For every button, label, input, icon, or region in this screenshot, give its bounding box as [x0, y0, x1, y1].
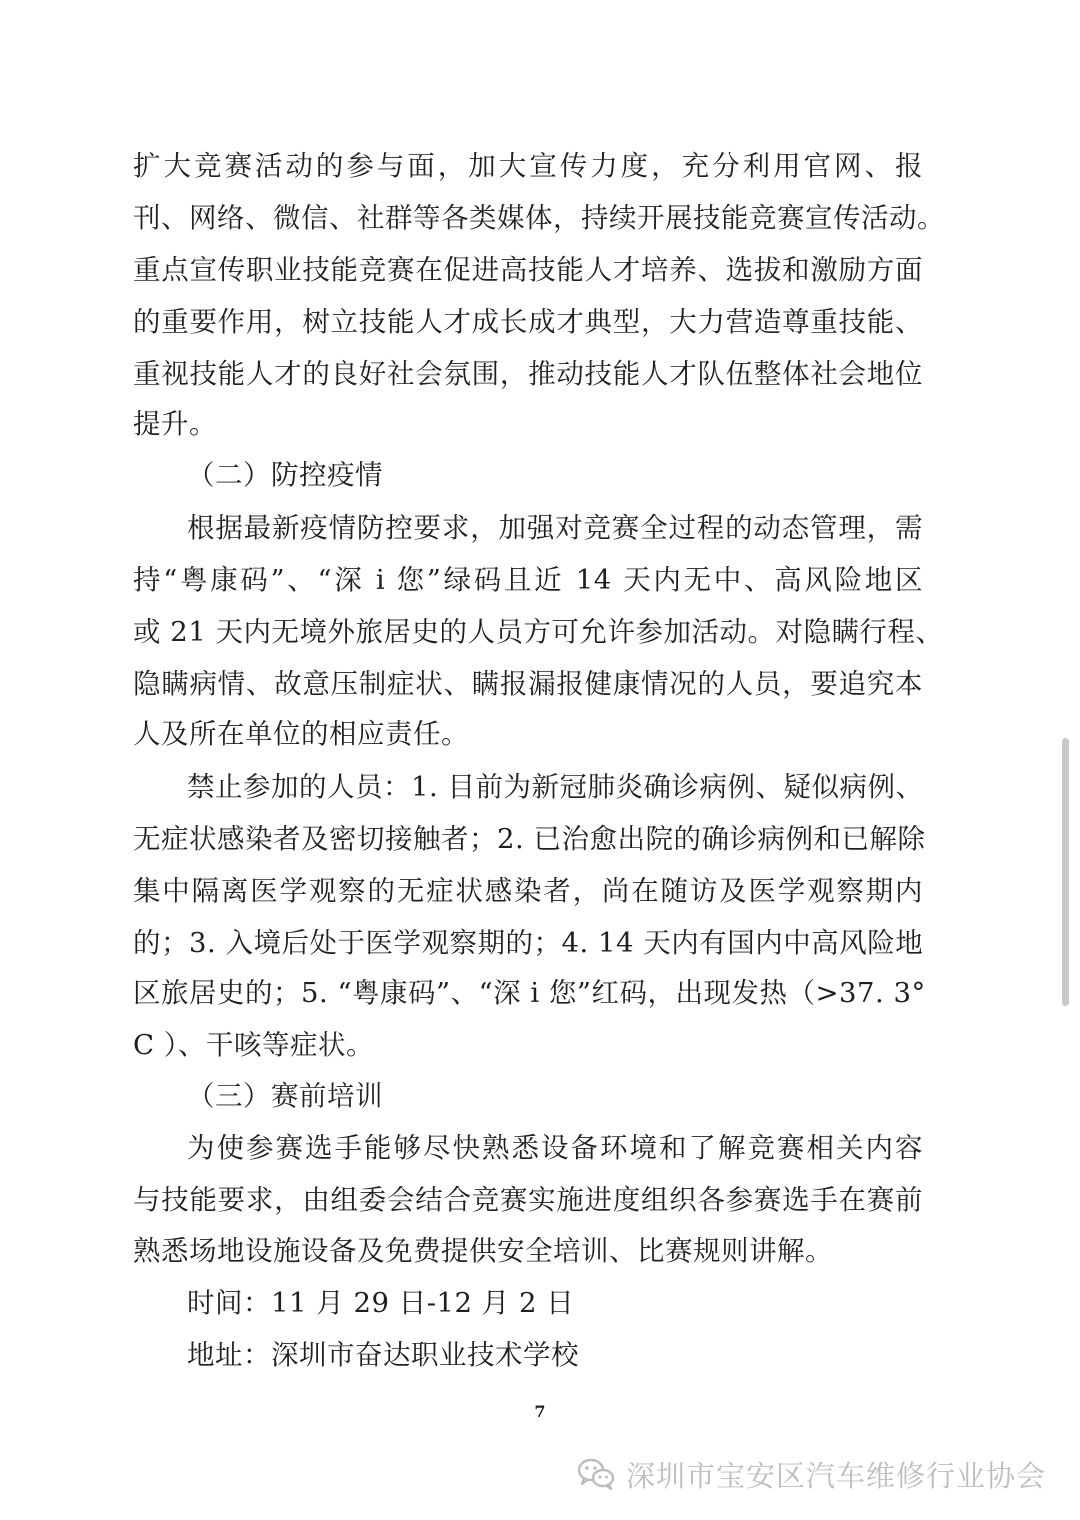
section-heading-pre-competition-training: （三）赛前培训 [187, 1080, 383, 1112]
paragraph-2-line-5: 人及所在单位的相应责任。 [133, 718, 469, 750]
paragraph-3-line-4: 的；3. 入境后处于医学观察期的；4. 14 天内有国内中高风险地 [133, 927, 924, 959]
watermark [576, 1452, 1046, 1496]
paragraph-2-line-1: 根据最新疫情防控要求，加强对竞赛全过程的动态管理，需 [187, 512, 923, 544]
paragraph-2-line-3: 或 21 天内无境外旅居史的人员方可允许参加活动。对隐瞒行程、 [133, 616, 944, 648]
paragraph-3-line-1: 禁止参加的人员：1. 目前为新冠肺炎确诊病例、疑似病例、 [187, 771, 924, 803]
training-time: 时间：11 月 29 日-12 月 2 日 [187, 1287, 575, 1319]
paragraph-4-line-1: 为使参赛选手能够尽快熟悉设备环境和了解竞赛相关内容 [187, 1132, 923, 1164]
section-heading-epidemic-control: （二）防控疫情 [187, 459, 383, 491]
paragraph-3-line-2: 无症状感染者及密切接触者；2. 已治愈出院的确诊病例和已解除 [133, 823, 926, 855]
watermark-text: 深圳市宝安区汽车维修行业协会 [625, 1458, 1046, 1493]
paragraph-2-line-4: 隐瞒病情、故意压制症状、瞒报漏报健康情况的人员，要追究本 [133, 668, 923, 700]
paragraph-2-line-2: 持“粤康码”、“深 i 您”绿码且近 14 天内无中、高风险地区 [133, 564, 923, 596]
paragraph-3-line-3: 集中隔离医学观察的无症状感染者，尚在随访及医学观察期内 [133, 875, 923, 907]
paragraph-1-line-6: 提升。 [133, 408, 217, 440]
paragraph-1-line-1: 扩大竞赛活动的参与面，加大宣传力度，充分利用官网、报 [133, 150, 923, 182]
paragraph-1-line-4: 的重要作用，树立技能人才成长成才典型，大力营造尊重技能、 [133, 306, 923, 338]
paragraph-3-line-6: C ）、干咳等症状。 [133, 1029, 375, 1061]
paragraph-1-line-3: 重点宣传职业技能竞赛在促进高技能人才培养、选拔和激励方面 [133, 254, 923, 286]
wechat-icon [576, 1457, 616, 1491]
paragraph-4-line-2: 与技能要求，由组委会结合竞赛实施进度组织各参赛选手在赛前 [133, 1184, 923, 1216]
paragraph-1-line-2: 刊、网络、微信、社群等各类媒体，持续开展技能竞赛宣传活动。 [133, 202, 945, 234]
page-number: 7 [534, 1402, 546, 1421]
paragraph-1-line-5: 重视技能人才的良好社会氛围，推动技能人才队伍整体社会地位 [133, 358, 923, 390]
training-address: 地址：深圳市奋达职业技术学校 [187, 1339, 579, 1371]
paragraph-3-line-5: 区旅居史的；5. “粤康码”、“深 i 您”红码，出现发热（>37. 3° [133, 977, 926, 1009]
paragraph-4-line-3: 熟悉场地设施设备及免费提供安全培训、比赛规则讲解。 [133, 1235, 833, 1267]
vertical-scrollbar[interactable] [1062, 738, 1069, 1006]
